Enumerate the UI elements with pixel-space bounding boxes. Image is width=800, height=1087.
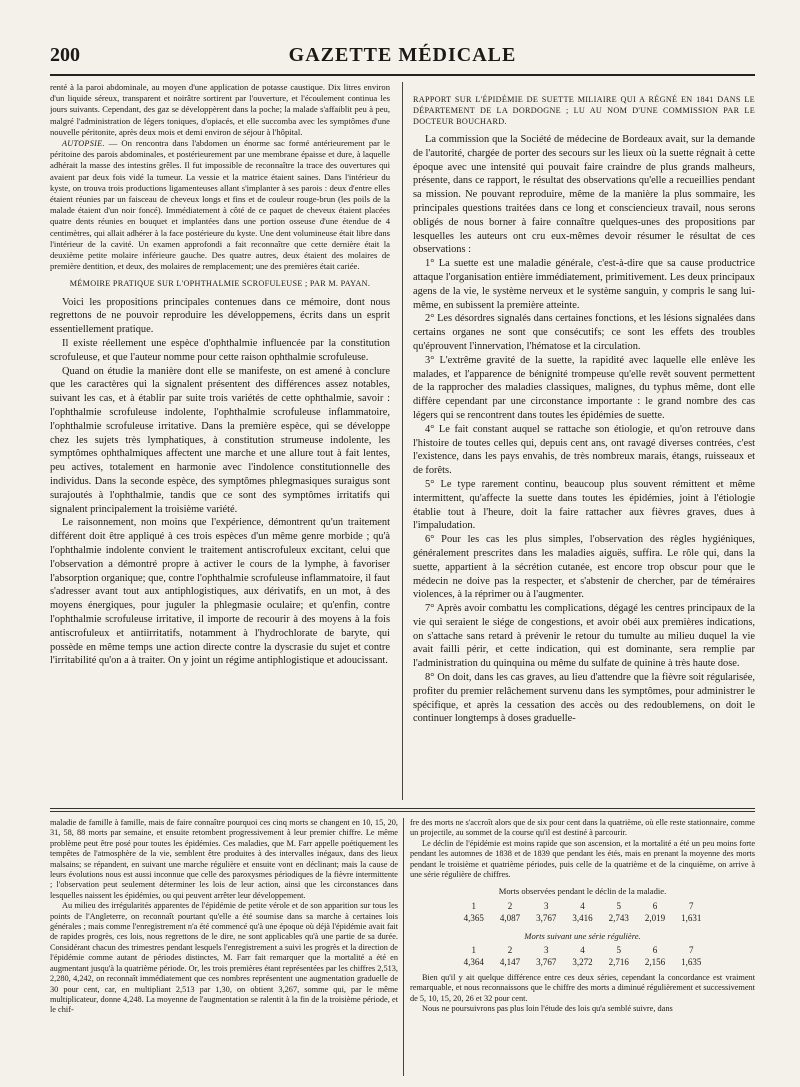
value-cell: 4,087 [499, 913, 521, 924]
period-cell: 5 [616, 900, 621, 911]
column-divider [402, 82, 403, 800]
paragraph: Quand on étudie la manière dont elle se manifeste, on est amené à conclure que les caractères qui la signalent présentent des différences assez notables, suivant les cas, et à établir par suite trois variétés de cette ophthalmie, savoir : l'ophthalmie scrofuleuse indolente, l'ophthalmie scrofuleuse inflammatoire, l'ophthalmie scrofuleuse irritative. Dans la première espèce, qui se développe chez les sujets très lymphatiques, à constitution strumeuse indolente, les symptômes ophthalmiques affectent une marche et une allure tout à fait lentes, peu actives, totalement en harmonie avec l'indolence constitutionnelle des individus. Dans la seconde espèce, des symptômes phlegmasiques suraigus sont surajoutés à l'ophthalmie, tandis que ce sont des symptômes irritatifs qui signalent principalement la troisième variété. [50, 365, 390, 515]
table-row [456, 912, 710, 924]
journal-title: GAZETTE MÉDICALE [288, 44, 517, 66]
value-cell: 4,147 [499, 957, 521, 968]
period-cell: 6 [652, 900, 658, 911]
period-cell: 4 [580, 945, 585, 956]
period-cell: 1 [471, 945, 476, 956]
period-cell: 4 [580, 900, 585, 911]
table-title-regular: Morts suivant une série régulière. [524, 930, 641, 941]
section-divider [50, 811, 755, 812]
value-cell: 2,716 [608, 957, 629, 968]
value-cell: 1,635 [681, 957, 702, 968]
paragraph: Il existe réellement une espèce d'ophthalmie influencée par la constitution scrofuleuse, et que l'auteur nomme pour cette raison ophthalmie scrofuleuse. [50, 338, 390, 363]
section-divider [50, 808, 755, 809]
paragraph: 2° Les désordres signalés dans certaines fonctions, et les lésions signalées dans certains organes ne sont que consécutifs; ce sont les effets des troubles qu'éprouvent l'innervation, l'hématose et la circulation. [413, 313, 755, 352]
left-column [50, 82, 390, 802]
paragraph: 4° Le fait constant auquel se rattache son étiologie, et qu'on retrouve dans l'histoire de toutes celles qui, depuis cent ans, ont ravagé diverses contrées, c'est l'existence, dans les pays envahis, de très nombreux marais, étangs, ruisseaux et de forêts. [413, 423, 755, 477]
paragraph: renté à la paroi abdominale, au moyen d'une application de potasse caustique. Dix litres environ d'un liquide séreux, transparent et noirâtre sortirent par l'ouverture, et l'écoulement continua les jours suivants. Cependant, des gaz se développèrent dans la poche; la malade s'affaiblit peu à peu, malgré l'administration de légers toniques, d'opiacés, et elle succomba avec les symptômes d'une nouvelle péritonite, après deux mois et demi environ de séjour à l'hôpital. [50, 82, 390, 137]
value-cell: 3,416 [572, 913, 593, 924]
value-cell: 2,743 [608, 913, 629, 924]
period-cell: 7 [689, 945, 694, 956]
paragraph: 5° Le type rarement continu, beaucoup plus souvent rémittent et même intermittent, qu'affecte la suette dans toutes les épidémies, joint à l'étiologie établie tout à l'heure, doit la faire rattacher aux fièvres graves, dues à l'impaludation. [413, 478, 755, 532]
period-cell: 6 [652, 945, 658, 956]
regular-deaths-table [456, 944, 710, 969]
paragraph: maladie de famille à famille, mais de faire connaître pourquoi ces cinq morts se changent en 10, 15, 20, 31, 58, 88 morts par semaine, et ensuite retombent progressivement à leur premier chiffre. Le même problème peut être posé pour toutes les épidémies. Ces maladies, que M. Farr appelle poétiquement les tempêtes de l'atmosphère de la vie, semblent être produites à des intervalles inégaux, dans des lieux malsains; se répandent, en suivant une marche régulière et ensuite vont en déclinant; mais la cause de leurs évolutions nous est aussi inconnue que celle des paroxysmes périodiques de la fièvre intermittente ; l'observation peut seulement déterminer les lois de leur action, ainsi que les circonstances dans lesquelles naissent les épidémies, ou qui peuvent arrêter leur développement. [50, 818, 398, 900]
paragraph: Le raisonnement, non moins que l'expérience, démontrent qu'un traitement différent doit être appliqué à ces trois espèces d'un même genre morbide ; qu'à l'ophthalmie indolente convient le traitement antiscrofuleux excitant, celui que l'observation a démontré propre à activer le cours de la lymphe, à favoriser l'absorption organique; que, contre l'ophthalmie scrofuleuse inflammatoire, il faut s'adresser avant tout aux antiphlogistiques, aux dérivatifs, en un mot, à des moyens énergiques, pour juguler la phlegmasie oculaire; et qu'enfin, contre l'ophthalmie scrofuleuse irritative, il importe de recourir à des moyens à la fois antiscrofuleux et antiirritatifs, notamment à l'hydrochlorate de baryte, qui possède en même temps une action directe contre la dyscrasie du sujet et contre l'irritabilité qu'on a à traiter. On y joint un régime antiphlogistique et adoucissant. [50, 517, 390, 667]
paragraph: La commission que la Société de médecine de Bordeaux avait, sur la demande de l'autorité, chargée de porter des secours sur les lieux où la suette régnait à cette époque avec une intensité qui pouvait faire craindre de plus grands malheurs, présente, dans ce rapport, le résultat des observations qu'elle a recueillies pendant sa mission. Ne pouvant reproduire, même de la manière la plus sommaire, les principales questions traitées dans ce long et consciencieux travail, nous serons obligés de nous borner à faire connaître quelques-unes des propositions par lesquelles les auteurs ont cru eux-mêmes devoir résumer le résultat de ces observations : [413, 134, 755, 256]
autopsy-label: AUTOPSIE. [62, 139, 105, 149]
value-cell: 4,364 [463, 957, 484, 968]
paragraph: Nous ne poursuivrons pas plus loin l'étude des lois qu'a semblé suivre, dans [422, 1004, 673, 1014]
table-header-row [456, 944, 710, 956]
value-cell: 3,272 [572, 957, 593, 968]
journal-page [50, 40, 755, 1080]
value-cell: 2,156 [644, 957, 666, 968]
paragraph: 1° La suette est une maladie générale, c'est-à-dire que sa cause productrice attaque l'organisation entière immédiatement, primitivement. Les deux principaux agens de la vie, le système nerveux et le système sanguin, y compris le sang lui-même, en subissent la première atteinte. [413, 258, 755, 311]
paragraph: 3° L'extrême gravité de la suette, la rapidité avec laquelle elle enlève les malades, et l'apparence de bénignité trompeuse qu'elle revêt souvent permettent de la rapprocher des maladies classiques, malignes, du typhus même, dont elle diffère cependant par une circonstance importante : le grand nombre des cas légers qui se rencontrent dans toutes les épidémies de suette. [413, 354, 755, 421]
right-column [413, 82, 755, 802]
page-header [50, 40, 755, 76]
paragraph: Voici les propositions principales contenues dans ce mémoire, dont nous regrettons de ne pouvoir reproduire les développemens, écrits dans un esprit essentiellement pratique. [50, 296, 390, 336]
period-cell: 5 [616, 945, 621, 956]
value-cell: 1,631 [681, 913, 702, 924]
column-divider [403, 818, 404, 1076]
period-cell: 2 [507, 900, 513, 911]
observed-deaths-table [456, 900, 710, 925]
paragraph: fre des morts ne s'accroît alors que de six pour cent dans la quatrième, où elle reste stationnaire, comme un projectile, au sommet de la course qu'il est destiné à parcourir. [410, 818, 755, 838]
period-cell: 3 [544, 945, 549, 956]
autopsy-text: — On rencontra dans l'abdomen un énorme sac formé antérieurement par le péritoine des parois abdominales, et postérieurement par une membrane épaisse et dure, à laquelle adhérait la masse des intestins grêles. Il fut impossible de reconnaître la trace des ouvertures qui avaient par deux fois vidé la tumeur. La vessie et la matrice étaient saines. Dans l'intérieur du kyste, on trouva trois productions ligamenteuses allant s'implanter à ses parois : deux d'entre elles étaient réunies par un faisceau de cheveux longs et fins et de couleur rouge-brun (les poils de la malade étaient d'un noir foncé). Immédiatement à côté de ce paquet de cheveux étaient placées quatre dents réunies en bouquet et implantées dans une portion osseuse d'une étendue de 4 centimètres, qui allait adhérer à la face postérieure du kyste. Une dent volumineuse était libre dans l'intérieur de la cavité. Un examen approfondi a fait reconnaître que cette dernière était la deuxième petite molaire inférieure gauche. Des quatre autres, deux étaient des molaires de première dentition, et deux, des molaires de remplacement; une des premières était cariée. [50, 138, 390, 272]
report-heading: RAPPORT SUR L'ÉPIDÉMIE DE SUETTE MILIAIRE QUI A RÉGNÉ EN 1841 DANS LE DÉPARTEMENT DE LA DORDOGNE ; LU AU NOM D'UNE COMMISSION PAR LE DOCTEUR BOUCHARD. [413, 95, 755, 126]
paragraph: 8° On doit, dans les cas graves, au lieu d'attendre que la fièvre soit régularisée, profiter du premier relâchement survenu dans les symptômes, pour administrer le spécifique, et après la cessation des accès ou des redoublemens, on doit le continuer longtemps à doses graduelle- [413, 672, 755, 725]
bottom-left-column [50, 818, 398, 1080]
period-cell: 7 [689, 900, 694, 911]
table-row [456, 956, 710, 968]
paragraph: Bien qu'il y ait quelque différence entre ces deux séries, cependant la concordance est vraiment remarquable, et nous reconnaissons que le chiffre des morts a diminué régulièrement et successivement de 5, 10, 15, 20, 26 et 32 pour cent. [410, 972, 755, 1003]
value-cell: 4,365 [463, 913, 484, 924]
paragraph [50, 138, 390, 272]
paragraph: 6° Pour les cas les plus simples, l'observation des règles hygiéniques, généralement prescrites dans les maladies aiguës, suffira. Le rôle qui, dans la suette, appartient à la sécrétion cutanée, est encore trop obscur pour que le médecin ne doive pas la respecter, et s'abstenir de chercher, par de téméraires violences, à la réprimer ou à l'augmenter. [413, 534, 755, 601]
paragraph: Le déclin de l'épidémie est moins rapide que son ascension, et la mortalité a été un peu moins forte pendant les automnes de 1838 et de 1839 que pendant les étés, mais en prenant la moyenne des morts pendant le troisième et quatrième périodes, puis celle de la quatrième et de la cinquième, on arrive à une série régulière de chiffres. [410, 838, 755, 880]
bottom-right-column [410, 818, 755, 1080]
value-cell: 2,019 [644, 913, 666, 924]
article-heading: MÉMOIRE PRATIQUE SUR L'OPHTHALMIE SCROFULEUSE ; PAR M. PAYAN. [69, 279, 371, 289]
paragraph: Au milieu des irrégularités apparentes de l'épidémie de petite vérole et de son apparition sur tous les points de l'Angleterre, on reconnaît pourtant qu'elle a été soumise dans sa marche à certaines lois générales ; mais comme l'enregistrement n'a été commencé qu'à une époque où déjà l'épidémie avait fait de rapides progrès, ces lois, nous regrettons de le dire, ne sont applicables qu'à une partie de sa durée. Considérant chacun des trimestres pendant lesquels l'enregistrement a suivi les progrès et la direction de l'épidémie comme autant de périodes distinctes, M. Farr fait remarquer que la mortalité a été en augmentant jusqu'à la quatrième période. Or, les trois premières étant représentées par les chiffres 2,513, 2,280, 4,242, on reconnaît immédiatement que ces nombres représentent une augmentation graduelle de 30 pour cent, car, en multipliant 2,513 par 1,30, on obtient 3,267, somme qui, par le même multiplicateur, donne 4,248. La moyenne de l'augmentation se ralentit à la fin de la troisième période, et le chif- [50, 901, 398, 1015]
period-cell: 2 [507, 945, 513, 956]
period-cell: 3 [544, 900, 549, 911]
table-title-observed: Morts observées pendant le déclin de la maladie. [498, 886, 667, 897]
value-cell: 3,767 [536, 957, 557, 968]
period-cell: 1 [471, 900, 476, 911]
value-cell: 3,767 [536, 913, 557, 924]
page-number: 200 [50, 44, 80, 66]
paragraph: 7° Après avoir combattu les complications, dégagé les centres principaux de la vie qui seraient le siége de congestions, et avoir obéi aux premières indications, on s'attache sans retard à prévenir le retour du tumulte au milieu duquel la vie avait failli périr, et cette indication, qui est dominante, sera remplie par l'administration du quinquina ou même du sulfate de quinine à très haute dose. [413, 603, 755, 670]
table-header-row [456, 900, 710, 912]
